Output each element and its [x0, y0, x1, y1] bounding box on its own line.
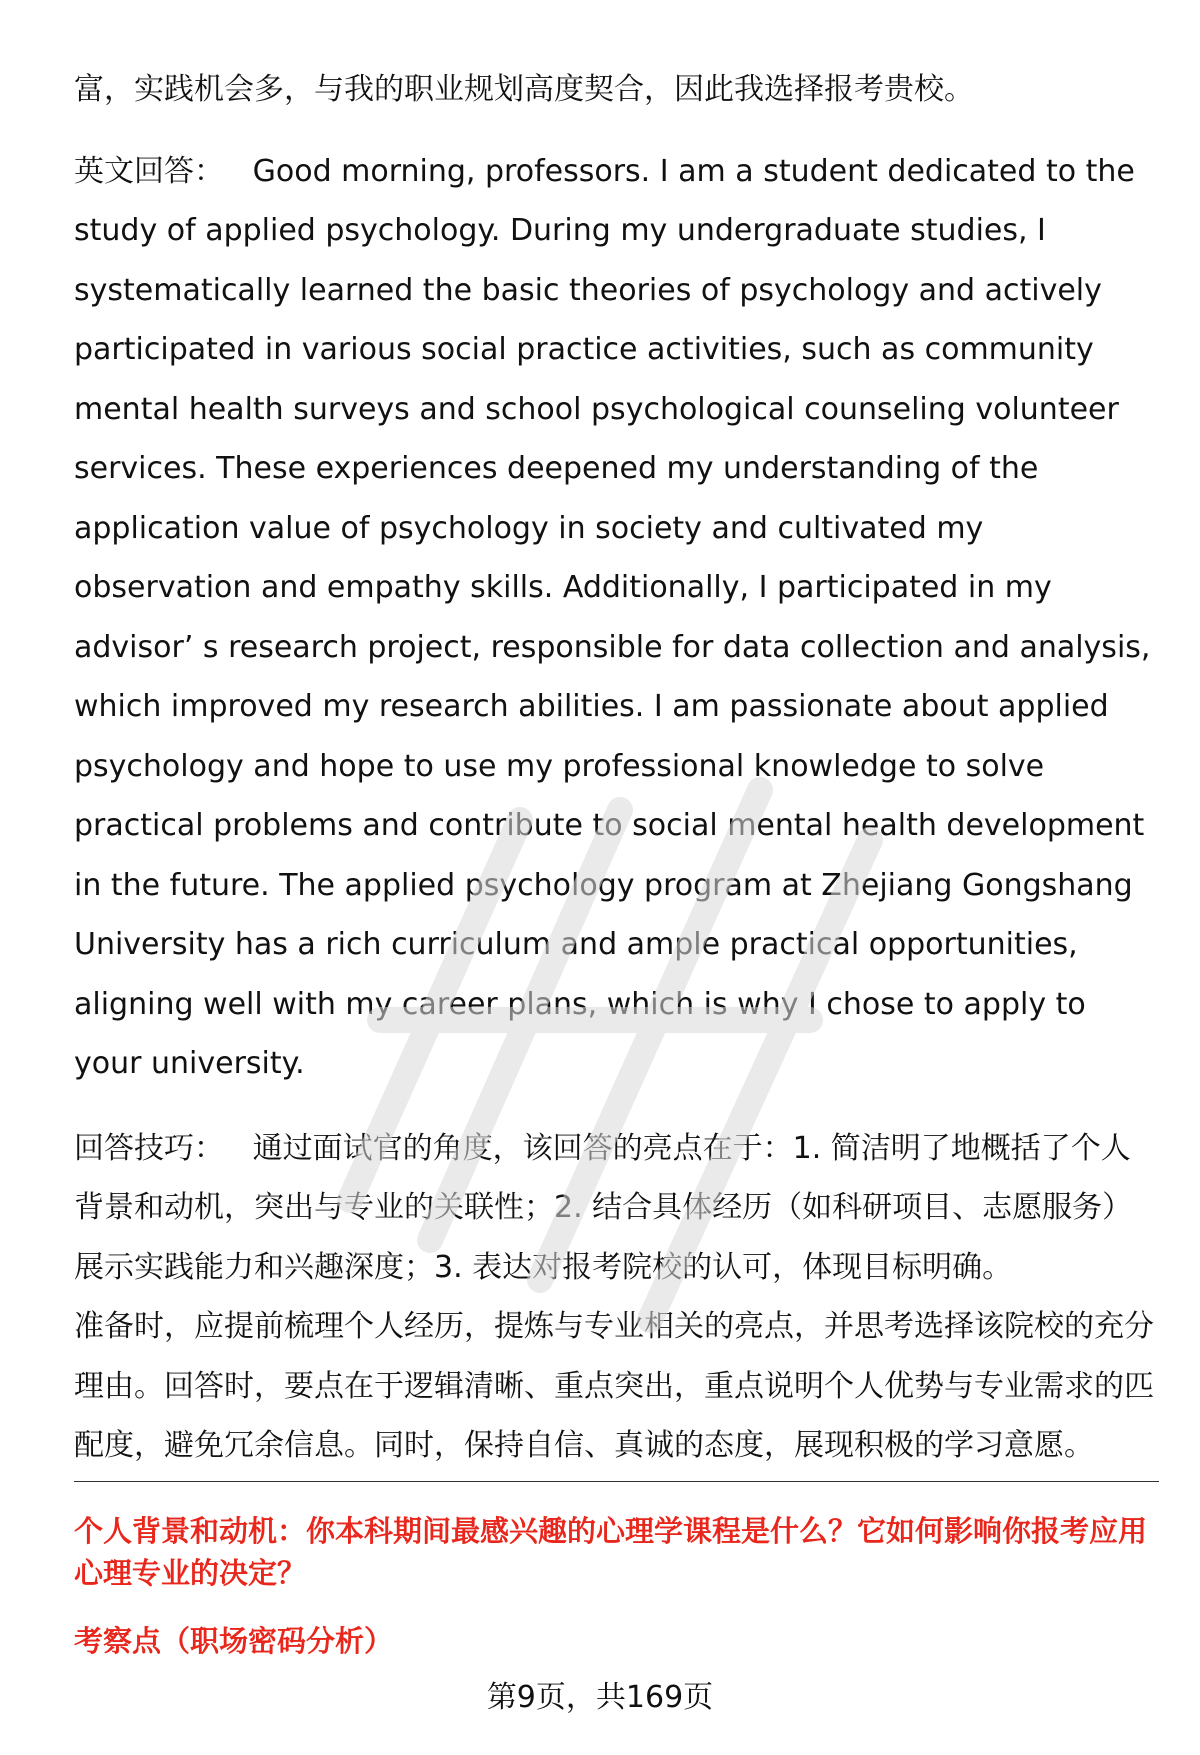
answer-tips-text: 通过面试官的角度，该回答的亮点在于：1. 简洁明了地概括了个人背景和动机，突出与专业的关联性；2. 结合具体经历（如科研项目、志愿服务）展示实践能力和兴趣深度；3. 表达对报考院校的认可，体现目标明确。: [74, 1130, 1133, 1285]
answer-tips-label: 回答技巧：: [74, 1130, 224, 1166]
section-divider: [74, 1481, 1159, 1482]
question-heading: 个人背景和动机：你本科期间最感兴趣的心理学课程是什么？它如何影响你报考应用心理专业的决定？: [74, 1514, 1148, 1590]
page-footer: 第9页，共169页: [486, 1680, 714, 1715]
paragraph-continuation: 富，实践机会多，与我的职业规划高度契合，因此我选择报考贵校。: [74, 72, 974, 107]
answer-tips-paragraph: [74, 1119, 1159, 1298]
english-answer-paragraph: [74, 142, 1159, 1094]
document-body: [74, 60, 1159, 1476]
exam-point-heading: 考察点（职场密码分析）: [74, 1624, 394, 1658]
preparation-paragraph: 准备时，应提前梳理个人经历，提炼与专业相关的亮点，并思考选择该院校的充分理由。回答时，要点在于逻辑清晰、重点突出，重点说明个人优势与专业需求的匹配度，避免冗余信息。同时，保持自信、真诚的态度，展现积极的学习意愿。: [74, 1309, 1154, 1463]
english-answer-text: Good morning, professors. I am a student dedicated to the study of applied psychology. During my undergraduate studies, I systematically learned the basic theories of psychology and actively participated in various social practice activities, such as community mental health surveys and school psychological counseling volunteer services. These experiences deepened my understanding of the application value of psychology in society and cultivated my observation and empathy skills. Additionally, I participated in my advisor’ s research project, responsible for data collection and analysis, which improved my research abilities. I am passionate about applied psychology and hope to use my professional knowledge to solve practical problems and contribute to social mental health development in the future. The applied psychology program at Zhejiang Gongshang University has a rich curriculum and ample practical opportunities, aligning well with my career plans, which is why I chose to apply to your university.: [74, 153, 1151, 1081]
english-answer-label: 英文回答：: [74, 153, 224, 189]
